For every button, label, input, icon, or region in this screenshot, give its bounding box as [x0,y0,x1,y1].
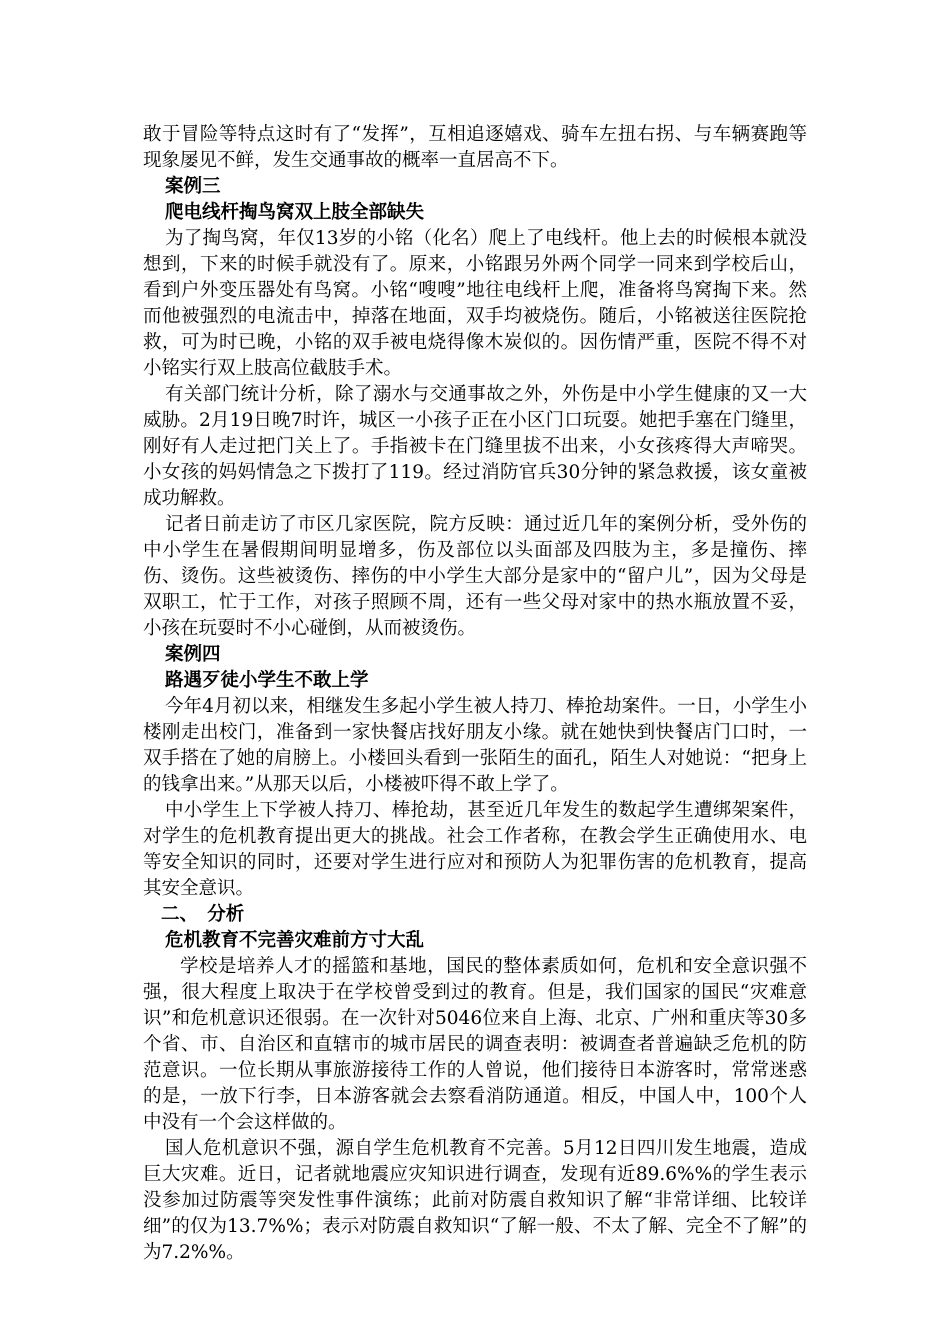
analysis-body-2: 国人危机意识不强，源自学生危机教育不完善。5月12日四川发生地震，造成巨大灾难。近日，记者就地震应灾知识进行调查，发现有近89.6%%的学生表示没参加过防震等突发性事件演练；此前对防震自救知识了解“非常详细、比较详细”的仅为13.7%%；表示对防震自救知识“了解一般、不太了解、完全不了解”的为7.2%%。 [143,1138,807,1263]
case-4-body: 今年4月初以来，相继发生多起小学生被人持刀、棒抢劫案件。一日，小学生小楼刚走出校门，准备到一家快餐店找好朋友小缘。就在她快到快餐店门口时，一双手搭在了她的肩膀上。小楼回头看到一张陌生的面孔，陌生人对她说：“把身上的钱拿出来。”从那天以后，小楼被吓得不敢上学了。 [143,696,807,795]
crime-prevention-paragraph: 中小学生上下学被人持刀、棒抢劫，甚至近几年发生的数起学生遭绑架案件，对学生的危机教育提出更大的挑战。社会工作者称，在教会学生正确使用水、电等安全知识的同时，还要对学生进行应对和预防人为犯罪伤害的危机教育，提高其安全意识。 [143,800,807,899]
section-heading-case-3: 案例三 [165,176,221,197]
document-page [143,122,807,1266]
case-3-title: 爬电线杆掏鸟窝双上肢全部缺失 [165,202,425,223]
paragraph-intro-continuation: 敢于冒险等特点这时有了“发挥”，互相追逐嬉戏、骑车左扭右拐、与车辆赛跑等现象屡见不鲜，发生交通事故的概率一直居高不下。 [143,124,807,171]
analysis-subtitle: 危机教育不完善灾难前方寸大乱 [165,930,425,951]
injury-statistics-paragraph: 有关部门统计分析，除了溺水与交通事故之外，外伤是中小学生健康的又一大威胁。2月19日晚7时许，城区一小孩子正在小区门口玩耍。她把手塞在门缝里，刚好有人走过把门关上了。手指被卡在门缝里拔不出来，小女孩疼得大声啼哭。小女孩的妈妈情急之下拨打了119。经过消防官兵30分钟的紧急救援，该女童被成功解救。 [143,384,807,509]
hospital-report-paragraph: 记者日前走访了市区几家医院，院方反映：通过近几年的案例分析，受外伤的中小学生在暑假期间明显增多，伤及部位以头面部及四肢为主，多是撞伤、摔伤、烫伤。这些被烫伤、摔伤的中小学生大部分是家中的“留户儿”，因为父母是双职工，忙于工作，对孩子照顾不周，还有一些父母对家中的热水瓶放置不妥，小孩在玩耍时不小心碰倒，从而被烫伤。 [143,514,807,639]
case-3-body: 为了掏鸟窝，年仅13岁的小铭（化名）爬上了电线杆。他上去的时候根本就没想到，下来的时候手就没有了。原来，小铭跟另外两个同学一同来到学校后山，看到户外变压器处有鸟窝。小铭“嗖嗖”地往电线杆上爬，准备将鸟窝掏下来。然而他被强烈的电流击中，掉落在地面，双手均被烧伤。随后，小铭被送往医院抢救，可为时已晚，小铭的双手被电烧得像木炭似的。因伤情严重，医院不得不对小铭实行双上肢高位截肢手术。 [143,228,807,379]
case-4-title: 路遇歹徒小学生不敢上学 [165,670,369,691]
section-heading-analysis: 二、 分析 [161,904,245,925]
analysis-body-1: 学校是培养人才的摇篮和基地，国民的整体素质如何，危机和安全意识强不强，很大程度上取决于在学校曾受到过的教育。但是，我们国家的国民“灾难意识”和危机意识还很弱。在一次针对5046位来自上海、北京、广州和重庆等30多个省、市、自治区和直辖市的城市居民的调查表明：被调查者普遍缺乏危机的防范意识。一位长期从事旅游接待工作的人曾说，他们接待日本游客时，常常迷惑的是，一放下行李，日本游客就会去察看消防通道。相反，中国人中，100个人中没有一个会这样做的。 [143,956,807,1133]
section-heading-case-4: 案例四 [165,644,221,665]
